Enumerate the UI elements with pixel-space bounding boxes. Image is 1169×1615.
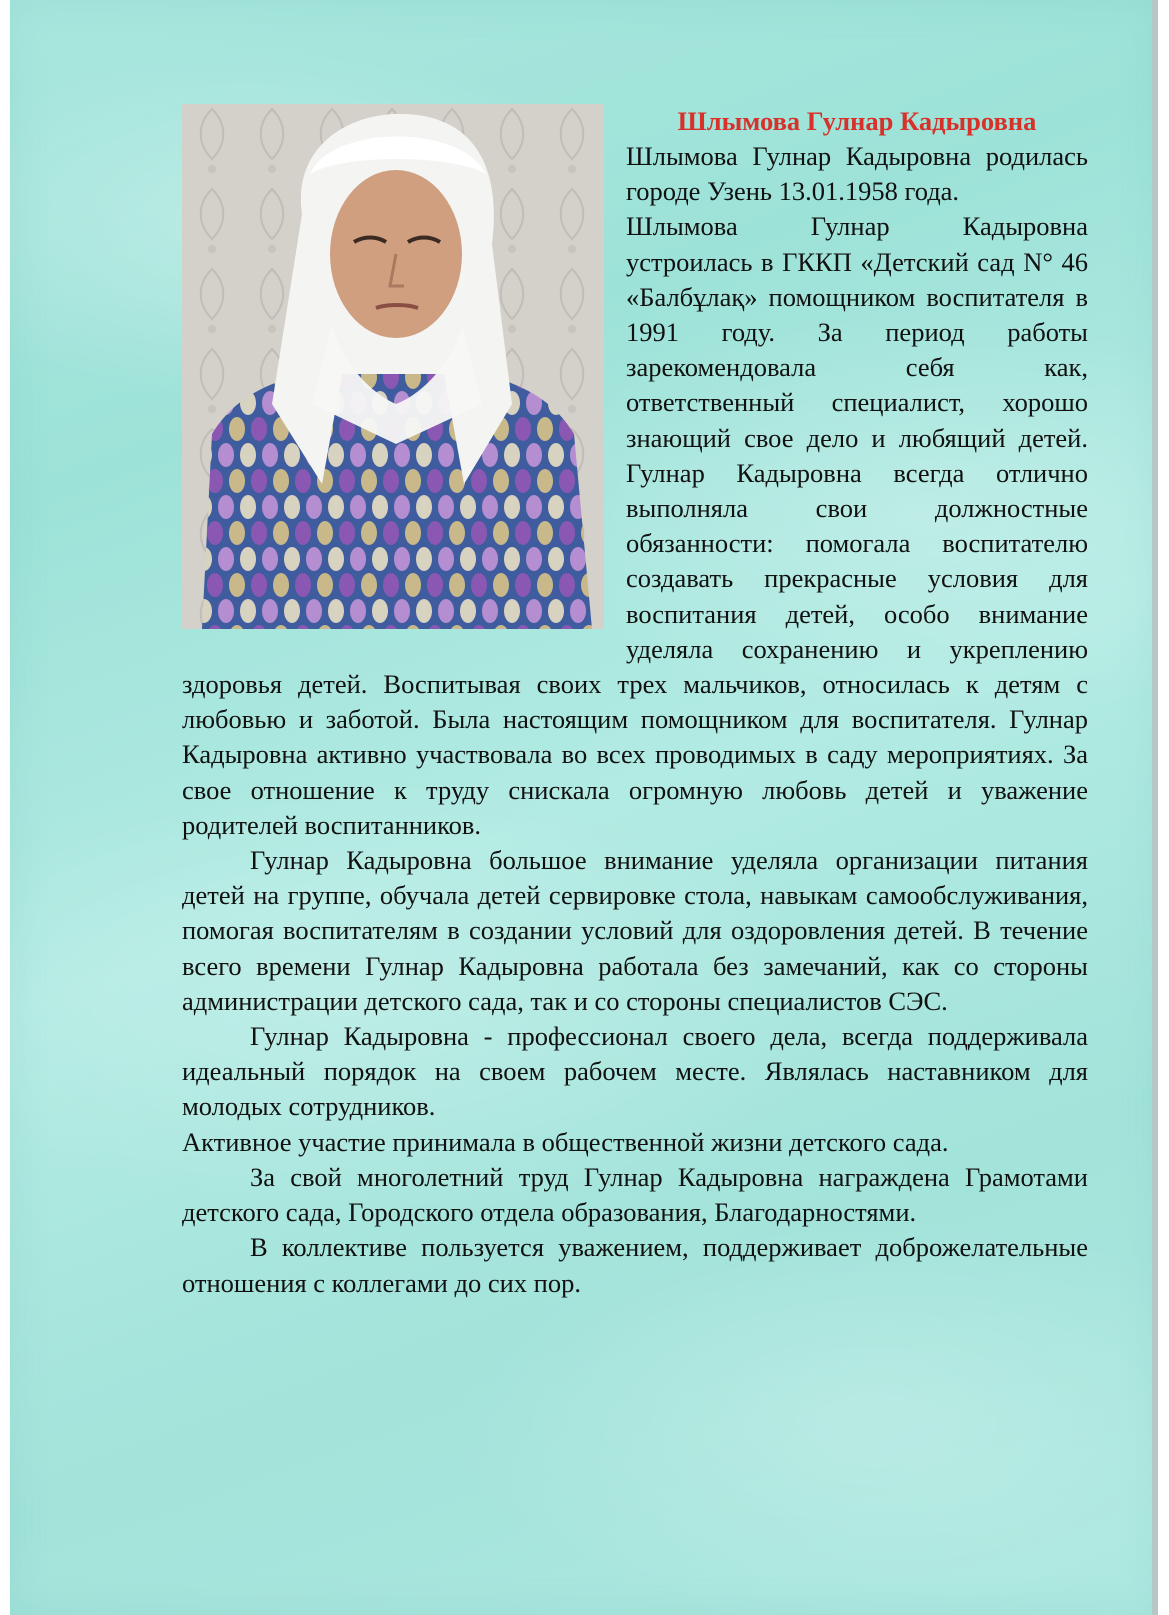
portrait-illustration	[182, 104, 604, 629]
paragraph-collective: В коллективе пользуется уважением, поддерживает доброжелательные отношения с коллегами до сих пор.	[182, 1232, 1088, 1298]
paragraph-birth: Шлымова Гулнар Кадыровна родилась городе Узень 13.01.1958 года.	[626, 141, 1088, 207]
page-edge	[1152, 0, 1158, 1615]
paragraph-duties: Гулнар Кадыровна большое внимание уделяла организации питания детей на группе, обучала детей сервировке стола, навыкам самообслуживания, помогая воспитателям в создании условий для оздоровления детей. В течение всего времени Гулнар Кадыровна работала без замечаний, как со стороны администрации детского сада, так и со стороны специалистов СЭС.	[182, 845, 1088, 1016]
paragraph-career: Шлымова Гулнар Кадыровна устроилась в ГККП «Детский сад N° 46 «Балбұлақ» помощником воспитателя в 1991 году. За период работы зарекомендовала себя как, ответственный специалист, хорошо знающий свое дело и любящий детей. Гулнар Кадыровна всегда отлично выполняла свои должностные обязанности: помогала воспитателю создавать прекрасные условия для воспитания детей, особо внимание уделяла сохранению и укреплению здоровья детей. Воспитывая своих трех мальчиков, относилась к детям с любовью и заботой. Была настоящим помощником для воспитателя. Гулнар Кадыровна активно участвовала во всех проводимых в саду мероприятиях. За свое отношение к труду снискала огромную любовь детей и уважение родителей воспитанников.	[182, 211, 1088, 840]
article-content	[182, 104, 1088, 1301]
paragraph-social: Активное участие принимала в общественной жизни детского сада.	[182, 1126, 949, 1157]
paragraph-professional: Гулнар Кадыровна - профессионал своего дела, всегда поддерживала идеальный порядок на своем рабочем месте. Являлась наставником для молодых сотрудников.	[182, 1021, 1088, 1122]
paragraph-awards: За свой многолетний труд Гулнар Кадыровна награждена Грамотами детского сада, Городского отдела образования, Благодарностями.	[182, 1161, 1088, 1228]
portrait-photo	[182, 104, 604, 629]
page-title: Шлымова Гулнар Кадыровна	[677, 106, 1037, 136]
document-page	[10, 0, 1158, 1615]
